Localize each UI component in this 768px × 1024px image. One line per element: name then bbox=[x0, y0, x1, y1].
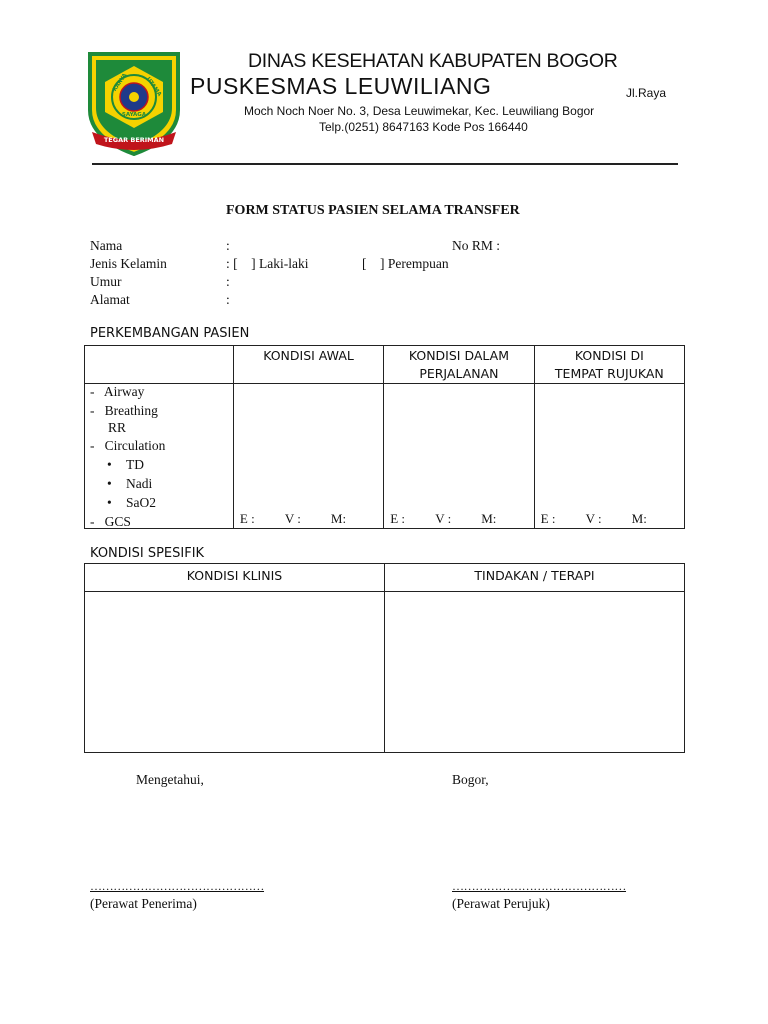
logo-ribbon-text: TEGAR BERIMAN bbox=[103, 136, 165, 144]
perkembangan-corner-cell bbox=[85, 346, 234, 384]
logo-ring-text-bottom: SAYAGA bbox=[121, 112, 147, 118]
left-signature-role: (Perawat Penerima) bbox=[90, 896, 197, 911]
cell-kondisi-rujukan[interactable] bbox=[534, 384, 684, 529]
logo-ring-text-left: KARYA bbox=[112, 72, 129, 93]
bullet-icon: • bbox=[107, 476, 112, 491]
gcs-e-label: E : bbox=[390, 511, 405, 526]
gender-option-female: [ ] Perempuan bbox=[362, 256, 449, 271]
gcs-m-label: M: bbox=[631, 511, 647, 526]
col-header-kondisi-rujukan: KONDISI DI TEMPAT RUJUKAN bbox=[534, 346, 684, 384]
field-label-nama: Nama bbox=[90, 238, 123, 253]
gcs-m-label: M: bbox=[481, 511, 497, 526]
item-rr: RR bbox=[108, 420, 127, 435]
field-value-nama: : bbox=[226, 238, 230, 253]
col-header-kondisi-perjalanan: KONDISI DALAM PERJALANAN bbox=[384, 346, 534, 384]
logo-ring-text-right: UTAMA bbox=[144, 76, 163, 98]
item-nadi: Nadi bbox=[126, 476, 153, 491]
gcs-e-label: E : bbox=[239, 511, 255, 526]
puskesmas-name: PUSKESMAS LEUWILIANG bbox=[190, 73, 492, 99]
right-signature-role: (Perawat Perujuk) bbox=[452, 896, 550, 911]
col-header-kondisi-klinis: KONDISI KLINIS bbox=[85, 564, 385, 592]
left-signature-line[interactable]: ……………………………………… bbox=[90, 879, 265, 893]
section-title-spesifik: KONDISI SPESIFIK bbox=[90, 546, 205, 561]
right-caption: Bogor, bbox=[452, 772, 489, 787]
street-prefix: Jl.Raya bbox=[626, 86, 667, 100]
spesifik-table bbox=[84, 563, 685, 753]
gcs-v-label: V : bbox=[435, 511, 452, 526]
field-value-umur: : bbox=[226, 274, 230, 289]
field-label-alamat: Alamat bbox=[90, 292, 130, 307]
col-header-kondisi-awal: KONDISI AWAL bbox=[233, 346, 383, 384]
item-sao2: SaO2 bbox=[126, 495, 156, 510]
bullet-icon: • bbox=[107, 457, 112, 472]
address: Moch Noch Noer No. 3, Desa Leuwimekar, Kec. Leuwiliang Bogor bbox=[244, 104, 595, 118]
cell-kondisi-perjalanan[interactable] bbox=[384, 384, 534, 529]
logo bbox=[86, 52, 182, 156]
gcs-m-label: M: bbox=[330, 511, 347, 526]
agency-name: DINAS KESEHATAN KABUPATEN BOGOR bbox=[248, 50, 618, 72]
item-breathing: - Breathing bbox=[90, 403, 158, 418]
field-label-jenis-kelamin: Jenis Kelamin bbox=[90, 256, 167, 271]
cell-kondisi-awal[interactable] bbox=[233, 384, 383, 529]
gcs-e-label: E : bbox=[540, 511, 556, 526]
left-caption: Mengetahui, bbox=[136, 772, 204, 787]
parameter-list-cell bbox=[85, 384, 234, 529]
gcs-v-label: V : bbox=[284, 511, 301, 526]
section-title-perkembangan: PERKEMBANGAN PASIEN bbox=[90, 326, 250, 341]
field-label-umur: Umur bbox=[90, 274, 122, 289]
bullet-icon: • bbox=[107, 495, 112, 510]
item-gcs: - GCS bbox=[90, 514, 131, 529]
contact: Telp.(0251) 8647163 Kode Pos 166440 bbox=[319, 120, 528, 134]
form-title: FORM STATUS PASIEN SELAMA TRANSFER bbox=[226, 203, 520, 218]
col-header-tindakan-terapi: TINDAKAN / TERAPI bbox=[384, 564, 684, 592]
perkembangan-table bbox=[84, 345, 685, 529]
field-value-alamat: : bbox=[226, 292, 230, 307]
item-td: TD bbox=[126, 457, 144, 472]
item-circulation: - Circulation bbox=[90, 438, 166, 453]
right-signature-line[interactable]: ……………………………………… bbox=[452, 879, 627, 893]
no-rm-label: No RM : bbox=[452, 238, 501, 253]
cell-kondisi-klinis[interactable] bbox=[85, 592, 385, 753]
gender-option-male: : [ ] Laki-laki bbox=[226, 256, 309, 271]
gcs-v-label: V : bbox=[585, 511, 602, 526]
cell-tindakan-terapi[interactable] bbox=[384, 592, 684, 753]
header-divider bbox=[92, 163, 678, 165]
item-airway: - Airway bbox=[90, 384, 145, 399]
